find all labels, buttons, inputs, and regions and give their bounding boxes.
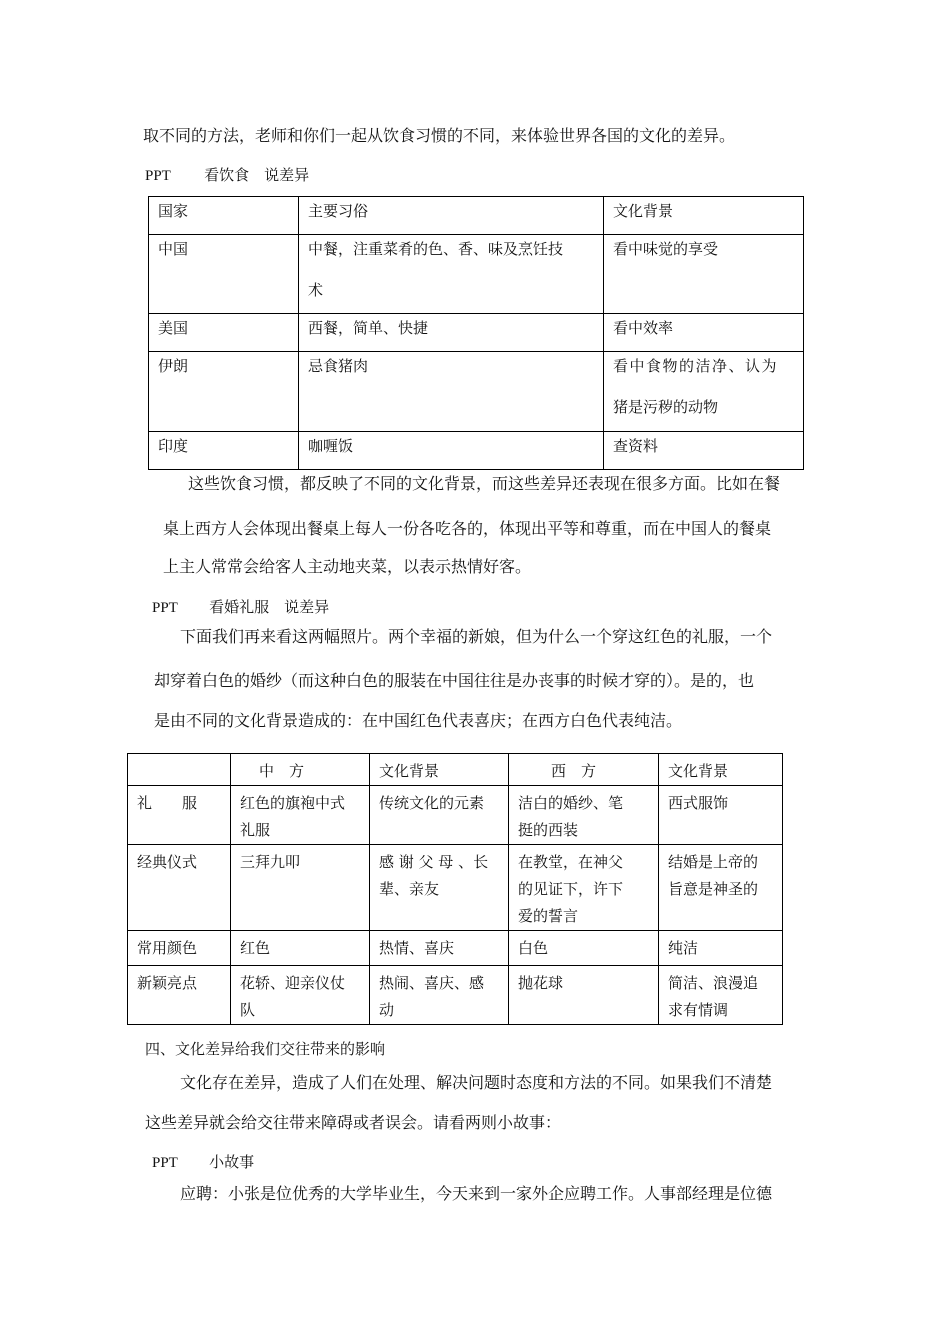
wedding-customs-table xyxy=(127,753,783,1025)
header-cell xyxy=(128,754,231,786)
table-cell: 忌食猪肉 xyxy=(299,352,604,432)
intro-paragraph: 取不同的方法，老师和你们一起从饮食习惯的不同，来体验世界各国的文化的差异。 xyxy=(143,126,736,145)
table-row xyxy=(128,786,783,845)
table-cell: 看中味觉的享受 xyxy=(604,235,804,314)
header-cell: 文化背景 xyxy=(604,197,804,235)
table-row xyxy=(128,966,783,1025)
table-cell: 简洁、浪漫追 求有情调 xyxy=(659,966,783,1025)
table-cell: 结婚是上帝的 旨意是神圣的 xyxy=(659,845,783,931)
table-cell: 热闹、喜庆、感 动 xyxy=(370,966,509,1025)
table-cell: 感 谢 父 母 、长 辈、亲友 xyxy=(370,845,509,931)
section-heading: 四、文化差异给我们交往带来的影响 xyxy=(145,1040,386,1058)
table-cell: 三拜九叩 xyxy=(231,845,370,931)
header-cell: 西 方 xyxy=(509,754,659,786)
difference-paragraph-line: 这些差异就会给交往带来障碍或者误会。请看两则小故事： xyxy=(145,1113,562,1132)
food-paragraph-line: 上主人常常会给客人主动地夹菜，以表示热情好客。 xyxy=(163,557,532,576)
table-row xyxy=(128,931,783,966)
wedding-paragraph-line: 是由不同的文化背景造成的：在中国红色代表喜庆；在西方白色代表纯洁。 xyxy=(154,711,683,730)
header-cell: 国家 xyxy=(149,197,299,235)
header-cell: 文化背景 xyxy=(659,754,783,786)
table-cell: 西餐，简单、快捷 xyxy=(299,314,604,352)
wedding-paragraph-line: 却穿着白色的婚纱（而这种白色的服装在中国往往是办丧事的时候才穿的）。是的，也 xyxy=(154,671,755,690)
header-cell: 中 方 xyxy=(231,754,370,786)
table-cell: 查资料 xyxy=(604,432,804,470)
table-cell: 传统文化的元素 xyxy=(370,786,509,845)
table-cell: 热情、喜庆 xyxy=(370,931,509,966)
wedding-paragraph-line: 下面我们再来看这两幅照片。两个幸福的新娘，但为什么一个穿这红色的礼服，一个 xyxy=(180,627,773,646)
table-cell: 经典仪式 xyxy=(128,845,231,931)
table-cell: 礼 服 xyxy=(128,786,231,845)
table-cell: 白色 xyxy=(509,931,659,966)
food-customs-table xyxy=(148,196,804,470)
header-cell: 主要习俗 xyxy=(299,197,604,235)
table-cell: 西式服饰 xyxy=(659,786,783,845)
table-cell: 中国 xyxy=(149,235,299,314)
table-row xyxy=(149,352,804,432)
table-row xyxy=(128,845,783,931)
table-cell: 印度 xyxy=(149,432,299,470)
food-paragraph-line: 桌上西方人会体现出餐桌上每人一份各吃各的，体现出平等和尊重，而在中国人的餐桌 xyxy=(163,519,772,538)
table-cell: 看中食物的洁净、认为 猪是污秽的动物 xyxy=(604,352,804,432)
food-paragraph-line: 这些饮食习惯，都反映了不同的文化背景，而这些差异还表现在很多方面。比如在餐 xyxy=(188,474,781,493)
table-cell: 咖喱饭 xyxy=(299,432,604,470)
table-cell: 美国 xyxy=(149,314,299,352)
header-cell: 文化背景 xyxy=(370,754,509,786)
story-paragraph-line: 应聘：小张是位优秀的大学毕业生，今天来到一家外企应聘工作。人事部经理是位德 xyxy=(180,1184,773,1203)
table-row xyxy=(149,432,804,470)
ppt-label-story xyxy=(152,1151,254,1172)
ppt-tag: PPT xyxy=(152,600,178,616)
table-cell: 在教堂，在神父 的见证下，许下 爱的誓言 xyxy=(509,845,659,931)
table-cell: 看中效率 xyxy=(604,314,804,352)
table-cell: 纯洁 xyxy=(659,931,783,966)
table-cell: 红色的旗袍中式 礼服 xyxy=(231,786,370,845)
table-row xyxy=(149,235,804,314)
table-cell: 洁白的婚纱、笔 挺的西装 xyxy=(509,786,659,845)
ppt-title: 看婚礼服 说差异 xyxy=(209,600,330,616)
table-header-row xyxy=(128,754,783,786)
ppt-title: 小故事 xyxy=(209,1155,255,1171)
table-cell: 抛花球 xyxy=(509,966,659,1025)
ppt-label-food xyxy=(145,164,309,185)
ppt-title: 看饮食 说差异 xyxy=(204,168,310,184)
ppt-tag: PPT xyxy=(152,1155,178,1171)
ppt-tag: PPT xyxy=(145,168,171,184)
table-cell: 新颖亮点 xyxy=(128,966,231,1025)
table-cell: 红色 xyxy=(231,931,370,966)
ppt-label-wedding xyxy=(152,596,329,617)
table-cell: 中餐，注重菜肴的色、香、味及烹饪技 术 xyxy=(299,235,604,314)
table-cell: 伊朗 xyxy=(149,352,299,432)
difference-paragraph-line: 文化存在差异，造成了人们在处理、解决问题时态度和方法的不同。如果我们不清楚 xyxy=(180,1073,773,1092)
table-cell: 常用颜色 xyxy=(128,931,231,966)
table-cell: 花轿、迎亲仪仗 队 xyxy=(231,966,370,1025)
